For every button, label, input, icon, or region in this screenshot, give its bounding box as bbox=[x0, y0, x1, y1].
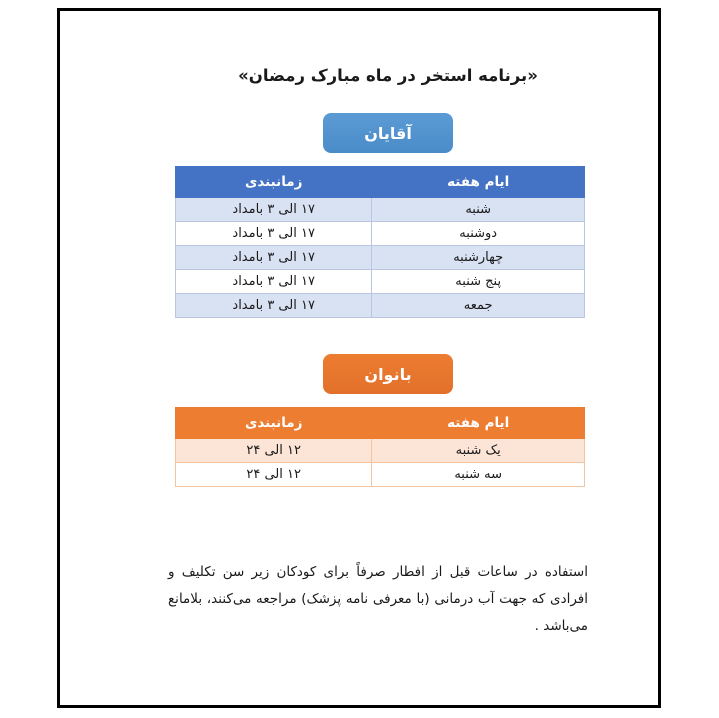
cell-time: ۱۷ الی ۳ بامداد bbox=[176, 270, 372, 294]
cell-day: شنبه bbox=[372, 198, 585, 222]
schedule-table-women-body bbox=[176, 439, 585, 487]
schedule-table-women bbox=[175, 407, 585, 487]
table-row bbox=[176, 270, 585, 294]
cell-day: پنج شنبه bbox=[372, 270, 585, 294]
column-header-time: زمانبندی bbox=[176, 167, 372, 198]
column-header-day: ایام هفته bbox=[372, 167, 585, 198]
cell-time: ۱۲ الی ۲۴ bbox=[176, 463, 372, 487]
section-badge-women-label: بانوان bbox=[364, 364, 412, 384]
footnote-text: استفاده در ساعات قبل از افطار صرفاً برای کودکان زیر سن تکلیف و افرادی که جهت آب درمانی (با معرفی نامه پزشک) مراجعه می‌کنند، بلامانع می‌باشد . bbox=[168, 564, 588, 634]
section-badge-women bbox=[323, 354, 453, 394]
schedule-table-men-head bbox=[176, 167, 585, 198]
schedule-table-men bbox=[175, 166, 585, 318]
cell-day: چهارشنبه bbox=[372, 246, 585, 270]
cell-day: یک شنبه bbox=[372, 439, 585, 463]
cell-time: ۱۷ الی ۳ بامداد bbox=[176, 222, 372, 246]
table-row bbox=[176, 294, 585, 318]
document-body bbox=[60, 11, 658, 705]
cell-time: ۱۲ الی ۲۴ bbox=[176, 439, 372, 463]
column-header-time: زمانبندی bbox=[176, 408, 372, 439]
column-header-day: ایام هفته bbox=[372, 408, 585, 439]
section-badge-men-label: آقایان bbox=[364, 123, 412, 143]
table-row bbox=[176, 198, 585, 222]
table-row bbox=[176, 246, 585, 270]
cell-time: ۱۷ الی ۳ بامداد bbox=[176, 246, 372, 270]
page-title: «برنامه استخر در ماه مبارک رمضان» bbox=[238, 66, 538, 85]
schedule-table-women-head bbox=[176, 408, 585, 439]
cell-day: جمعه bbox=[372, 294, 585, 318]
document-frame bbox=[57, 8, 661, 708]
cell-time: ۱۷ الی ۳ بامداد bbox=[176, 198, 372, 222]
section-badge-men bbox=[323, 113, 453, 153]
cell-time: ۱۷ الی ۳ بامداد bbox=[176, 294, 372, 318]
table-header-row bbox=[176, 408, 585, 439]
schedule-table-men-body bbox=[176, 198, 585, 318]
table-header-row bbox=[176, 167, 585, 198]
cell-day: دوشنبه bbox=[372, 222, 585, 246]
table-row bbox=[176, 439, 585, 463]
table-row bbox=[176, 463, 585, 487]
cell-day: سه شنبه bbox=[372, 463, 585, 487]
table-row bbox=[176, 222, 585, 246]
